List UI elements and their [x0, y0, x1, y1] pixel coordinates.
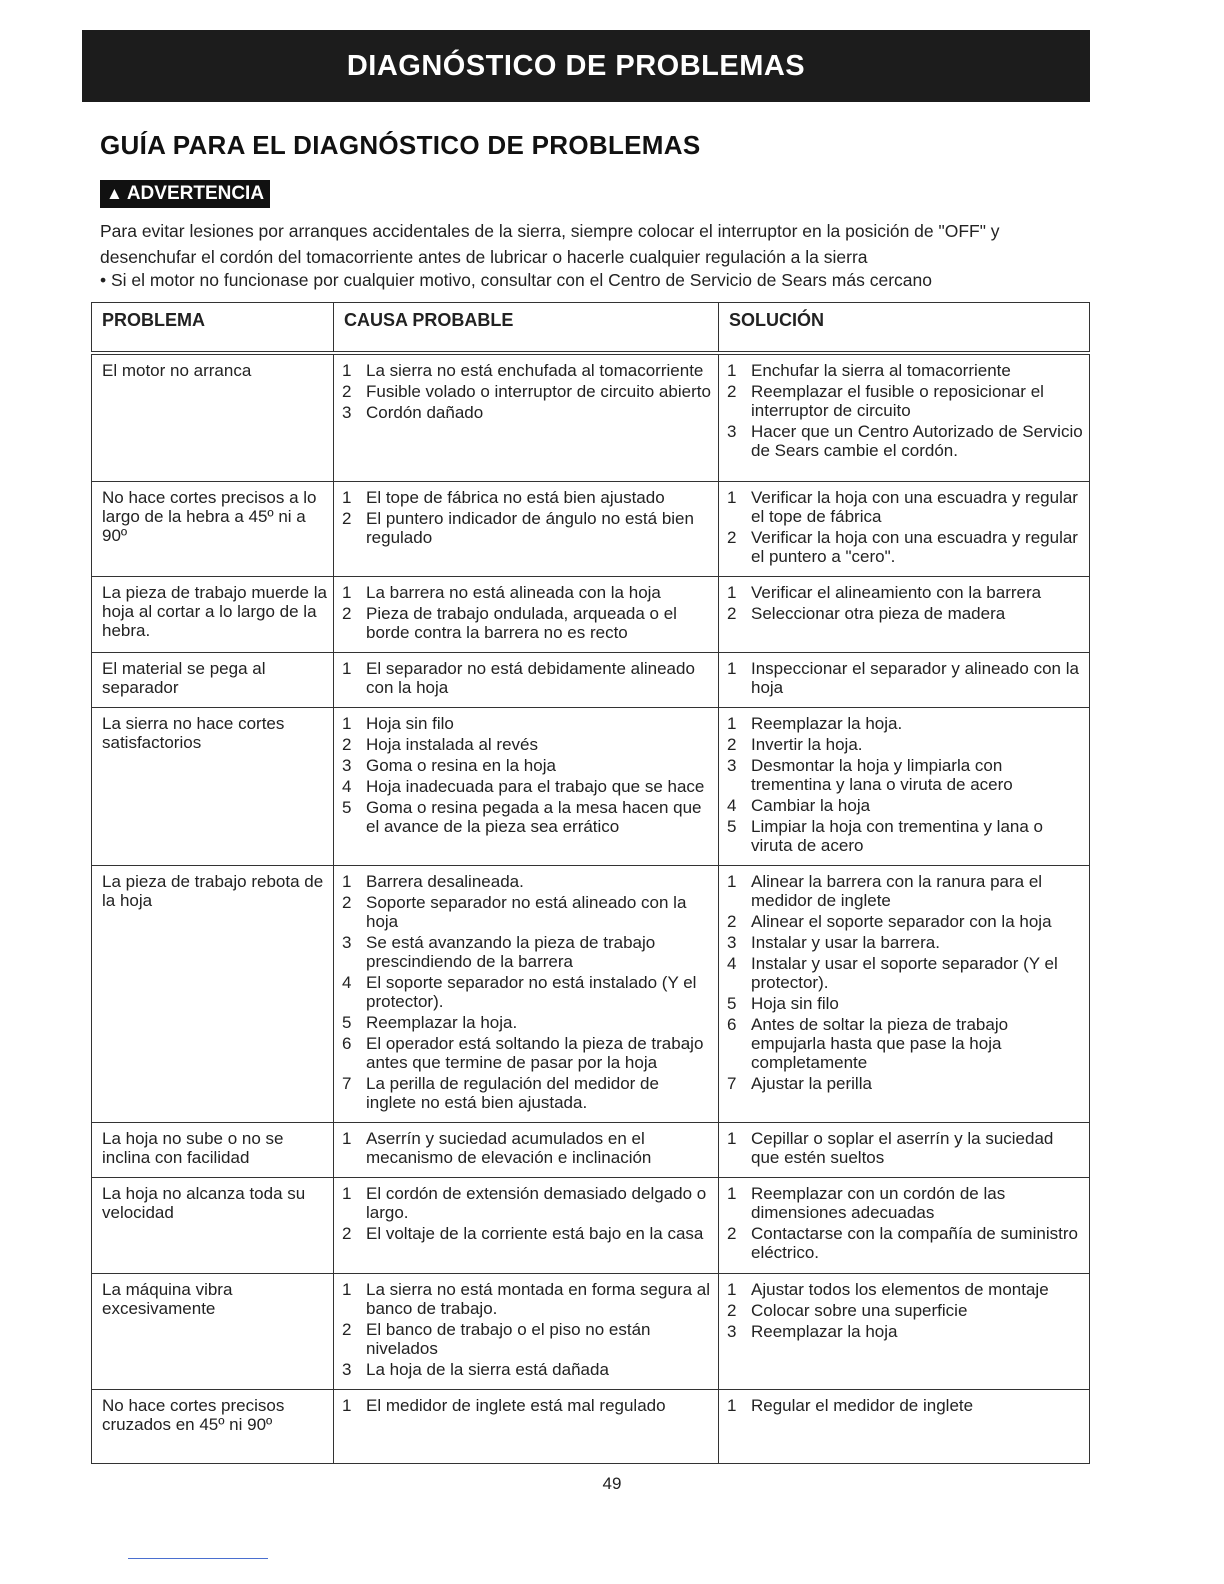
item-text: Hoja sin filo [366, 713, 454, 733]
solution-cell [719, 1389, 1090, 1463]
item-text: Inspeccionar el separador y alineado con la hoja [751, 658, 1079, 697]
solution-item [727, 1322, 1083, 1341]
item-number: 3 [727, 932, 737, 952]
cause-item [342, 756, 712, 775]
cause-item [342, 1224, 712, 1243]
cause-item [342, 604, 712, 642]
header-problem: PROBLEMA [92, 303, 334, 354]
item-text: Hoja instalada al revés [366, 734, 538, 754]
item-text: Se está avanzando la pieza de trabajo prescindiendo de la barrera [366, 932, 656, 971]
item-number: 4 [342, 776, 352, 796]
item-number: 2 [727, 1300, 737, 1320]
solution-item [727, 361, 1083, 380]
cause-cell [334, 1273, 719, 1389]
solution-item [727, 488, 1083, 526]
solution-cell [719, 1122, 1090, 1177]
item-text: Hoja sin filo [751, 993, 839, 1013]
solution-item [727, 1015, 1083, 1072]
cause-item [342, 509, 712, 547]
item-number: 1 [727, 487, 737, 507]
item-number: 7 [727, 1073, 737, 1093]
cause-item [342, 872, 712, 891]
item-text: El soporte separador no está instalado (Y el protector). [366, 972, 697, 1011]
item-number: 1 [342, 1128, 352, 1148]
item-number: 2 [342, 1319, 352, 1339]
item-number: 2 [342, 508, 352, 528]
item-text: Contactarse con la compañía de suministro eléctrico. [751, 1223, 1078, 1262]
item-number: 1 [727, 582, 737, 602]
cause-item [342, 583, 712, 602]
cause-item [342, 382, 712, 401]
header-banner [82, 30, 1090, 102]
item-text: El tope de fábrica no está bien ajustado [366, 487, 665, 507]
cause-item [342, 1184, 712, 1222]
solution-item [727, 659, 1083, 697]
item-number: 6 [342, 1033, 352, 1053]
item-number: 7 [342, 1073, 352, 1093]
warning-badge [100, 180, 270, 208]
solution-item [727, 583, 1083, 602]
warning-text: Para evitar lesiones por arranques accidentales de la sierra, siempre colocar el interruptor en la posición de "OFF" y desenchufar el cordón del tomacorriente antes de lubricar o hacerle cualquier regulación a la sierra [100, 221, 1000, 267]
solution-cell [719, 1177, 1090, 1273]
item-text: Reemplazar la hoja. [751, 713, 903, 733]
item-text: El operador está soltando la pieza de trabajo antes que termine de pasar por la hoja [366, 1033, 704, 1072]
item-text: Limpiar la hoja con trementina y lana o viruta de acero [751, 816, 1043, 855]
item-text: La sierra no está enchufada al tomacorriente [366, 361, 704, 380]
cause-cell [334, 353, 719, 481]
item-text: La sierra no está montada en forma segura al banco de trabajo. [366, 1279, 710, 1318]
table-row [92, 707, 1090, 865]
item-text: La barrera no está alineada con la hoja [366, 582, 661, 602]
item-text: Reemplazar la hoja. [366, 1012, 518, 1032]
cause-cell [334, 1389, 719, 1463]
problem-cell: La pieza de trabajo muerde la hoja al cortar a lo largo de la hebra. [92, 576, 334, 652]
cause-item [342, 403, 712, 422]
item-text: Regular el medidor de inglete [751, 1395, 974, 1415]
warning-bullet-text: Si el motor no funcionase por cualquier motivo, consultar con el Centro de Servicio de Sears más cercano [111, 270, 932, 290]
solution-cell [719, 1273, 1090, 1389]
cause-cell [334, 652, 719, 707]
item-text: Cepillar o soplar el aserrín y la suciedad que estén sueltos [751, 1128, 1054, 1167]
problem-cell: La máquina vibra excesivamente [92, 1273, 334, 1389]
problem-cell: El material se pega al separador [92, 652, 334, 707]
cause-cell [334, 1177, 719, 1273]
warning-triangle-icon: ▲ [106, 184, 123, 203]
item-text: Hacer que un Centro Autorizado de Servicio de Sears cambie el cordón. [751, 422, 1083, 460]
item-number: 2 [342, 603, 352, 623]
item-text: Verificar la hoja con una escuadra y regular el tope de fábrica [751, 487, 1078, 526]
cause-cell [334, 865, 719, 1122]
cause-item [342, 1034, 712, 1072]
cause-cell [334, 576, 719, 652]
item-number: 2 [727, 527, 737, 547]
table-row [92, 865, 1090, 1122]
item-number: 1 [727, 361, 737, 380]
item-text: Soporte separador no está alineado con la hoja [366, 892, 687, 931]
cause-item [342, 361, 712, 380]
banner-title: DIAGNÓSTICO DE PROBLEMAS [346, 49, 806, 82]
item-number: 3 [727, 1321, 737, 1341]
item-number: 5 [727, 816, 737, 836]
item-text: Instalar y usar el soporte separador (Y el protector). [751, 953, 1058, 992]
item-number: 3 [342, 403, 352, 422]
item-number: 1 [727, 871, 737, 891]
item-text: Reemplazar con un cordón de las dimensiones adecuadas [751, 1183, 1006, 1222]
item-text: Cordón dañado [366, 403, 484, 422]
solution-item [727, 796, 1083, 815]
item-number: 4 [342, 972, 352, 992]
item-number: 1 [342, 871, 352, 891]
cause-item [342, 1360, 712, 1379]
solution-item [727, 382, 1083, 420]
item-text: Invertir la hoja. [751, 734, 863, 754]
item-text: El voltaje de la corriente está bajo en la casa [366, 1223, 704, 1243]
item-text: Aserrín y suciedad acumulados en el mecanismo de elevación e inclinación [366, 1128, 652, 1167]
cause-item [342, 973, 712, 1011]
solution-item [727, 933, 1083, 952]
solution-item [727, 912, 1083, 931]
item-text: El medidor de inglete está mal regulado [366, 1395, 666, 1415]
warning-label: ADVERTENCIA [126, 183, 265, 204]
solution-cell [719, 707, 1090, 865]
item-number: 1 [342, 582, 352, 602]
page-number: 49 [602, 1474, 622, 1493]
item-number: 4 [727, 953, 737, 973]
table-row [92, 1273, 1090, 1389]
solution-cell [719, 481, 1090, 576]
item-number: 3 [342, 932, 352, 952]
item-text: Ajustar todos los elementos de montaje [751, 1279, 1049, 1299]
item-text: Alinear el soporte separador con la hoja [751, 911, 1052, 931]
item-text: El banco de trabajo o el piso no están nivelados [366, 1319, 651, 1358]
item-number: 1 [727, 1128, 737, 1148]
item-text: Barrera desalineada. [366, 871, 524, 891]
item-number: 5 [342, 1012, 352, 1032]
cause-item [342, 798, 712, 836]
solution-item [727, 1301, 1083, 1320]
solution-item [727, 756, 1083, 794]
table-body [92, 353, 1090, 1463]
item-number: 1 [342, 658, 352, 678]
solution-item [727, 1129, 1083, 1167]
item-number: 2 [727, 382, 737, 401]
solution-item [727, 1074, 1083, 1093]
item-text: Hoja inadecuada para el trabajo que se hace [366, 776, 705, 796]
solution-item [727, 954, 1083, 992]
item-number: 2 [342, 892, 352, 912]
cause-item [342, 1320, 712, 1358]
item-text: La perilla de regulación del medidor de inglete no está bien ajustada. [366, 1073, 659, 1112]
solution-item [727, 817, 1083, 855]
item-number: 2 [342, 1223, 352, 1243]
item-text: El puntero indicador de ángulo no está bien regulado [366, 508, 694, 547]
solution-item [727, 735, 1083, 754]
item-number: 1 [342, 1395, 352, 1415]
item-number: 2 [342, 734, 352, 754]
item-number: 1 [727, 658, 737, 678]
item-text: Desmontar la hoja y limpiarla con trementina y lana o viruta de acero [751, 755, 1013, 794]
item-text: Seleccionar otra pieza de madera [751, 603, 1006, 623]
item-text: Enchufar la sierra al tomacorriente [751, 361, 1011, 380]
item-text: Verificar la hoja con una escuadra y regular el puntero a "cero". [751, 527, 1078, 566]
cause-cell [334, 1122, 719, 1177]
table-row [92, 353, 1090, 481]
item-number: 3 [727, 422, 737, 441]
cause-item [342, 933, 712, 971]
item-number: 1 [342, 487, 352, 507]
problem-cell: La hoja no alcanza toda su velocidad [92, 1177, 334, 1273]
cause-item [342, 714, 712, 733]
problem-cell: La sierra no hace cortes satisfactorios [92, 707, 334, 865]
solution-item [727, 872, 1083, 910]
solution-cell [719, 865, 1090, 1122]
item-text: El cordón de extensión demasiado delgado o largo. [366, 1183, 707, 1222]
item-text: La hoja de la sierra está dañada [366, 1359, 609, 1379]
item-number: 2 [342, 382, 352, 401]
cause-item [342, 1396, 712, 1415]
header-cause: CAUSA PROBABLE [334, 303, 719, 354]
item-number: 1 [727, 1395, 737, 1415]
item-text: Goma o resina en la hoja [366, 755, 556, 775]
item-number: 5 [727, 993, 737, 1013]
item-number: 1 [342, 713, 352, 733]
table-row [92, 1177, 1090, 1273]
item-text: Fusible volado o interruptor de circuito abierto [366, 382, 711, 401]
item-text: Colocar sobre una superficie [751, 1300, 968, 1320]
warning-bullet: • Si el motor no funcionase por cualquier motivo, consultar con el Centro de Servicio de Sears más cercano [100, 270, 932, 290]
table-row [92, 576, 1090, 652]
item-number: 2 [727, 911, 737, 931]
item-text: Instalar y usar la barrera. [751, 932, 940, 952]
item-text: Goma o resina pegada a la mesa hacen que el avance de la pieza sea errático [366, 797, 702, 836]
solution-cell [719, 576, 1090, 652]
table-row [92, 652, 1090, 707]
item-text: Reemplazar el fusible o reposicionar el interruptor de circuito [751, 382, 1044, 420]
cause-item [342, 1013, 712, 1032]
solution-item [727, 994, 1083, 1013]
table-row [92, 481, 1090, 576]
item-number: 1 [727, 1279, 737, 1299]
item-text: Alinear la barrera con la ranura para el medidor de inglete [751, 871, 1043, 910]
cause-item [342, 488, 712, 507]
item-number: 2 [727, 1223, 737, 1243]
footer-divider [128, 1558, 268, 1559]
problem-cell: No hace cortes precisos cruzados en 45º ni 90º [92, 1389, 334, 1463]
cause-cell [334, 707, 719, 865]
solution-item [727, 1224, 1083, 1262]
table-header-row [92, 303, 1090, 354]
item-number: 6 [727, 1014, 737, 1034]
solution-item [727, 422, 1083, 460]
cause-item [342, 1280, 712, 1318]
item-text: Antes de soltar la pieza de trabajo empujarla hasta que pase la hoja completamente [751, 1014, 1009, 1072]
item-number: 1 [727, 1183, 737, 1203]
solution-item [727, 604, 1083, 623]
cause-cell [334, 481, 719, 576]
item-number: 3 [727, 755, 737, 775]
table-row [92, 1389, 1090, 1463]
cause-item [342, 735, 712, 754]
item-text: Ajustar la perilla [751, 1073, 872, 1093]
item-number: 4 [727, 795, 737, 815]
table-row [92, 1122, 1090, 1177]
cause-item [342, 659, 712, 697]
cause-item [342, 777, 712, 796]
item-text: Pieza de trabajo ondulada, arqueada o el borde contra la barrera no es recto [366, 603, 677, 642]
cause-item [342, 1074, 712, 1112]
item-text: El separador no está debidamente alineado con la hoja [366, 658, 695, 697]
item-text: Cambiar la hoja [751, 795, 871, 815]
solution-item [727, 1396, 1083, 1415]
item-text: Verificar el alineamiento con la barrera [751, 582, 1042, 602]
problem-cell: La pieza de trabajo rebota de la hoja [92, 865, 334, 1122]
cause-item [342, 893, 712, 931]
item-text: Reemplazar la hoja [751, 1321, 898, 1341]
cause-item [342, 1129, 712, 1167]
item-number: 3 [342, 755, 352, 775]
problem-cell: La hoja no sube o no se inclina con facilidad [92, 1122, 334, 1177]
header-solution: SOLUCIÓN [719, 303, 1090, 354]
item-number: 1 [342, 1279, 352, 1299]
item-number: 2 [727, 603, 737, 623]
problem-cell: No hace cortes precisos a lo largo de la hebra a 45º ni a 90º [92, 481, 334, 576]
solution-cell [719, 652, 1090, 707]
troubleshooting-table [91, 302, 1090, 1464]
item-number: 2 [727, 734, 737, 754]
item-number: 1 [342, 1183, 352, 1203]
item-number: 1 [342, 361, 352, 380]
item-number: 5 [342, 797, 352, 817]
problem-cell: El motor no arranca [92, 353, 334, 481]
solution-item [727, 1280, 1083, 1299]
section-title: GUÍA PARA EL DIAGNÓSTICO DE PROBLEMAS [100, 130, 701, 160]
solution-item [727, 1184, 1083, 1222]
item-number: 3 [342, 1359, 352, 1379]
solution-item [727, 528, 1083, 566]
solution-cell [719, 353, 1090, 481]
item-number: 1 [727, 713, 737, 733]
solution-item [727, 714, 1083, 733]
